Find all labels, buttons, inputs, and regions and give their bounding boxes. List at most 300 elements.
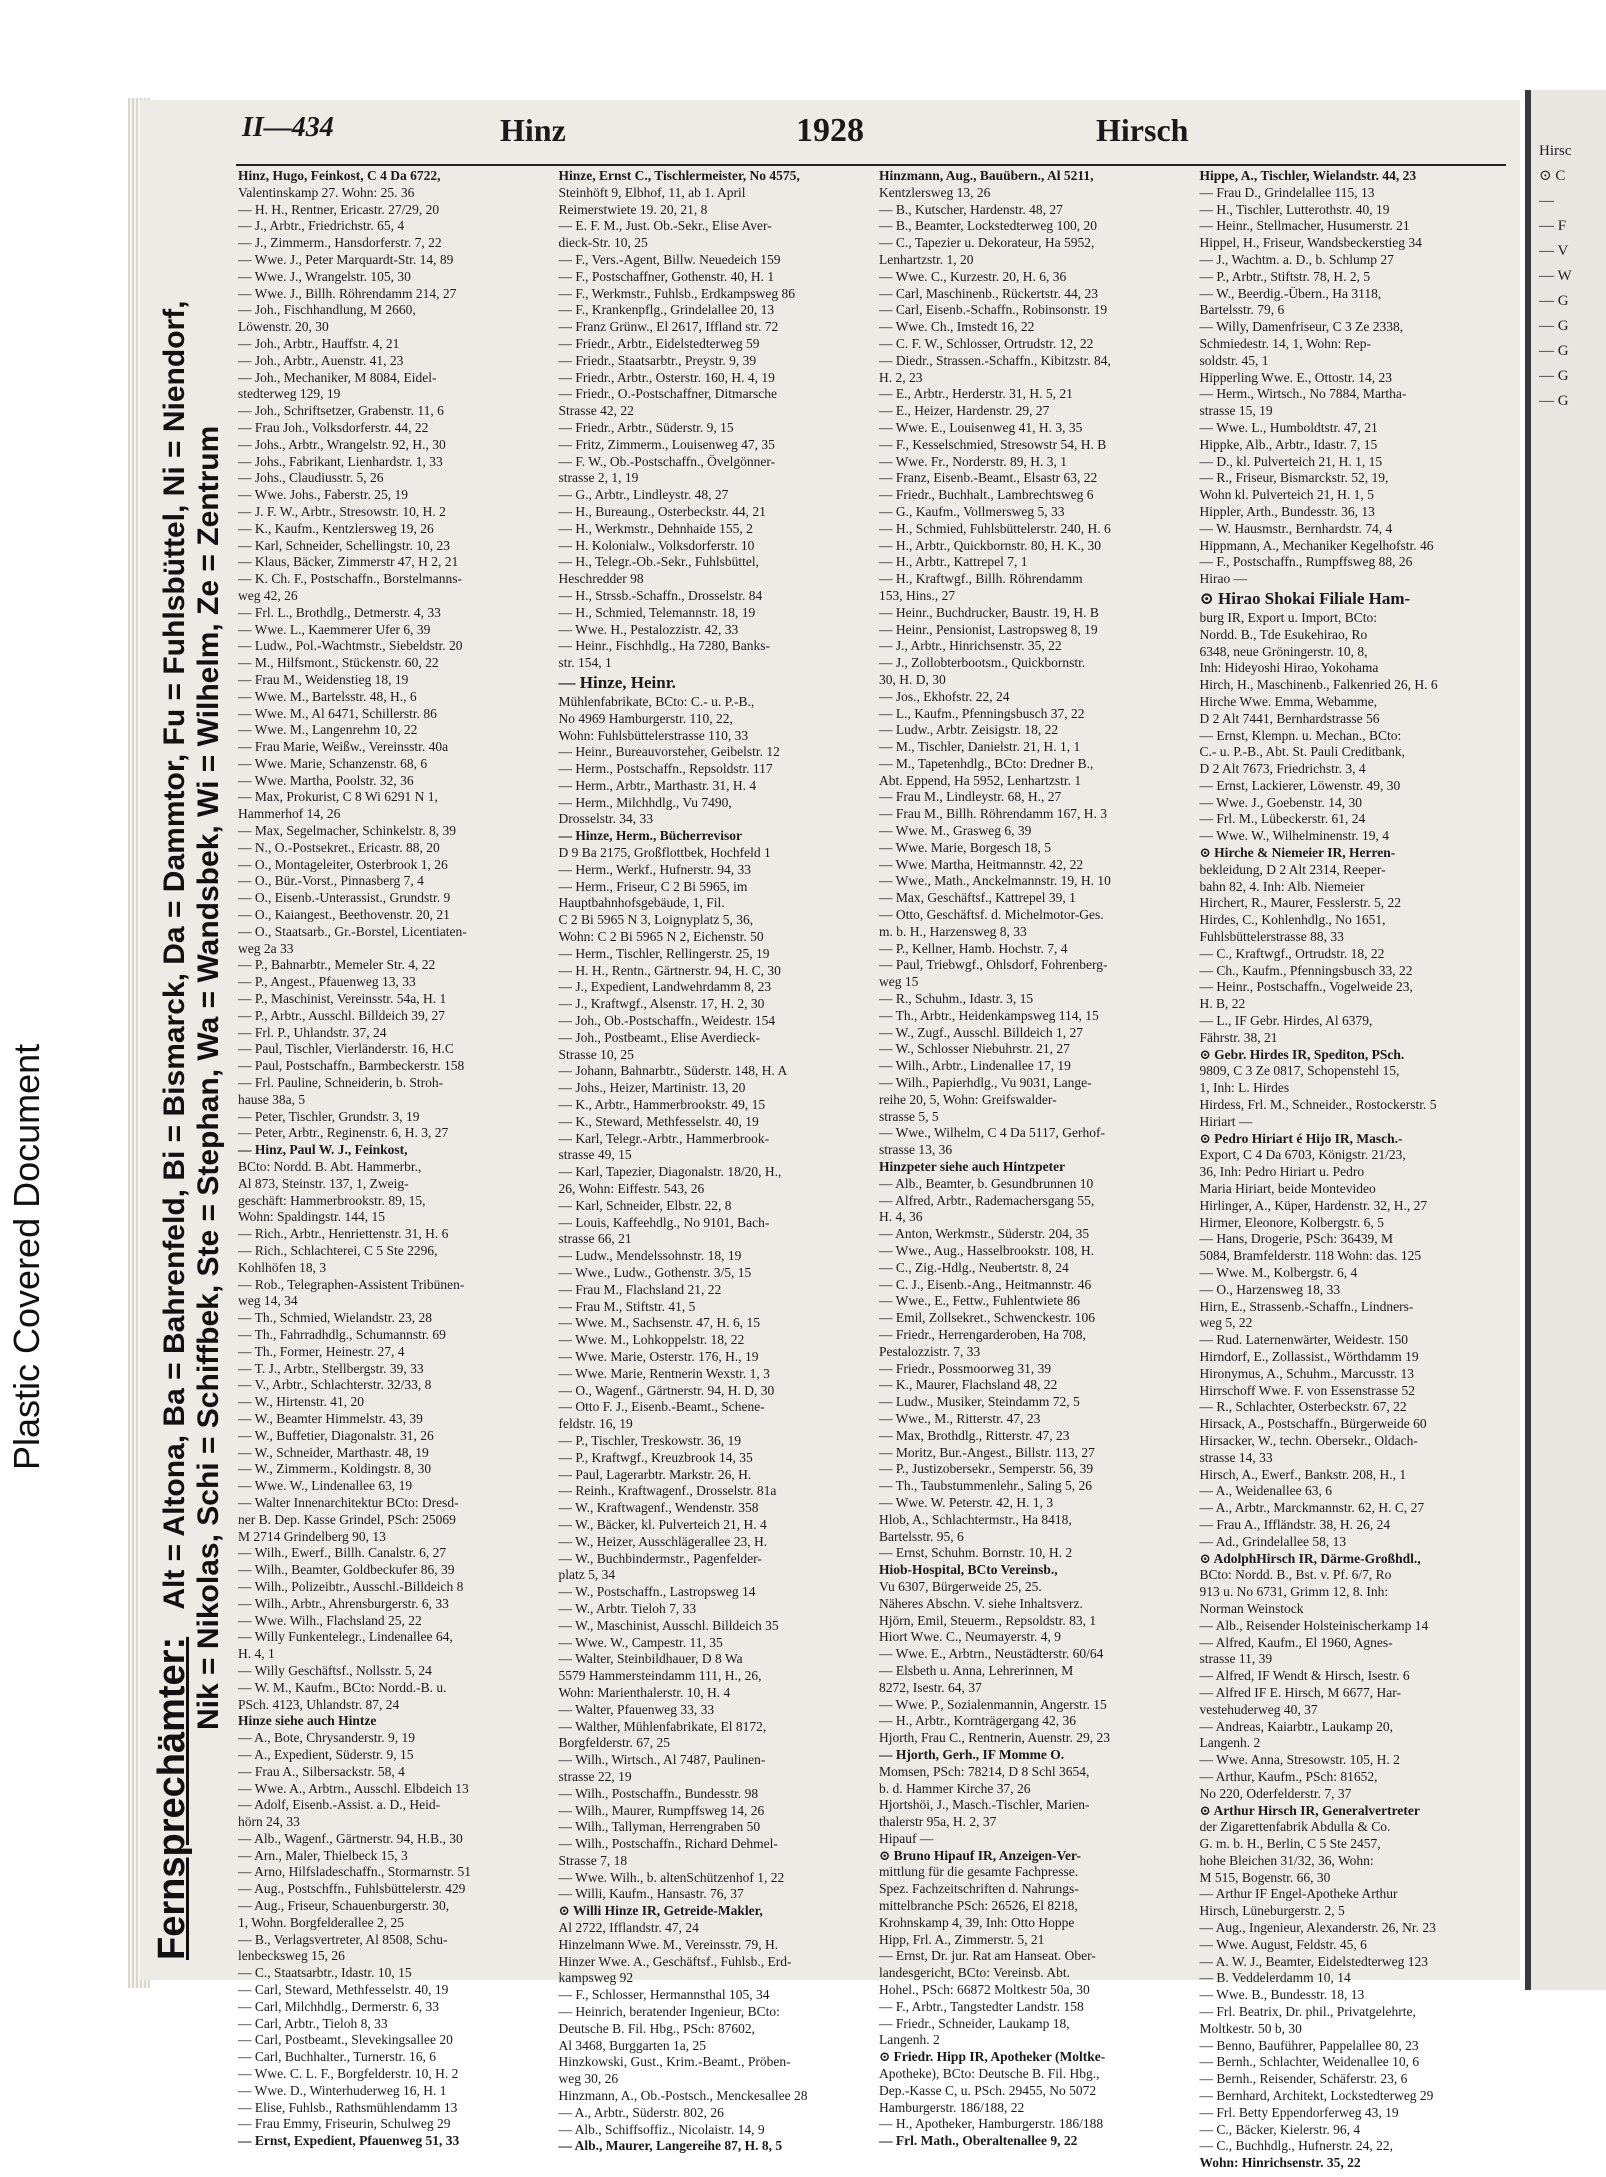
directory-entry: — H. H., Rentn., Gärtnerstr. 94, H. C, 30 [558, 962, 781, 978]
directory-entry: Inh: Hideyoshi Hirao, Yokohama [1199, 660, 1379, 676]
directory-entry: — Moritz, Bur.-Angest., Billstr. 113, 27 [879, 1444, 1095, 1460]
directory-entry: — W., Schneider, Marthastr. 48, 19 [238, 1444, 429, 1460]
directory-entry: thalerstr 95a, H. 2, 37 [879, 1814, 997, 1830]
directory-entry: der Zigarettenfabrik Abdulla & Co. [1199, 1819, 1391, 1835]
directory-entry: — Wwe. J., Wrangelstr. 105, 30 [238, 268, 411, 284]
directory-entry: — G., Kaufm., Vollmersweg 5, 33 [879, 503, 1065, 519]
directory-entry: — H., Arbtr., Quickbornstr. 80, H. K., 30 [879, 537, 1101, 553]
directory-entry: — Diedr., Strassen.-Schaffn., Kibitzstr. 84, [879, 352, 1111, 368]
directory-entry: soldstr. 45, 1 [1199, 352, 1269, 368]
directory-entry: — W. Hausmstr., Bernhardstr. 74, 4 [1199, 520, 1393, 536]
directory-entry: — W., Kraftwagenf., Wendenstr. 358 [558, 1500, 759, 1516]
directory-entry: — J., Wachtm. a. D., b. Schlump 27 [1199, 251, 1394, 267]
directory-entry: — Rob., Telegraphen-Assistent Tribünen- [238, 1276, 465, 1292]
directory-entry: — F., Vers.-Agent, Billw. Neuedeich 159 [558, 251, 781, 267]
directory-entry: — Aug., Postschffn., Fuhlsbüttelerstr. 429 [238, 1881, 466, 1897]
directory-entry: — Franz Grünw., El 2617, Iffland str. 72 [558, 319, 779, 335]
directory-entry: — Frau A., Iffländstr. 38, H. 26, 24 [1199, 1516, 1391, 1532]
directory-entry: — Wwe. C. L. F., Borgfelderstr. 10, H. 2 [238, 2066, 459, 2082]
directory-entry: — J., Expedient, Landwehrdamm 8, 23 [558, 979, 772, 995]
directory-entry: — A., Expedient, Süderstr. 9, 15 [238, 1746, 414, 1762]
directory-entry: Strasse 7, 18 [558, 1852, 628, 1868]
directory-entry: Hamburgerstr. 186/188, 22 [879, 2099, 1025, 2115]
directory-entry: — R., Friseur, Bismarckstr. 52, 19, [1199, 470, 1389, 486]
directory-entry: — Heinr., Fischhdlg., Ha 7280, Banks- [558, 638, 770, 654]
directory-entry: — Wilh., Polizeibtr., Ausschl.-Billdeich 8 [238, 1578, 464, 1594]
directory-entry: — Heinr., Stellmacher, Husumerstr. 21 [1199, 218, 1410, 234]
directory-entry: reihe 20, 5, Wohn: Greifswalder- [879, 1091, 1057, 1107]
directory-entry: — Wwe. Martha, Heitmannstr. 42, 22 [879, 856, 1084, 872]
directory-entry: — Wwe. Johs., Faberstr. 25, 19 [238, 487, 408, 503]
directory-entry: — Wwe. L., Kaemmerer Ufer 6, 39 [238, 621, 431, 637]
directory-entry: — Paul, Lagerarbtr. Markstr. 26, H. [558, 1466, 752, 1482]
directory-entry: — F., Werkmstr., Fuhlsb., Erdkampsweg 86 [558, 285, 795, 301]
directory-entry: Kentzlersweg 13, 26 [879, 184, 991, 200]
directory-entry: — Klaus, Bäcker, Zimmerstr 47, H 2, 21 [238, 554, 459, 570]
directory-entry: Wohn kl. Pulverteich 21, H. 1, 5 [1199, 487, 1374, 503]
directory-entry: — Carl, Postbeamt., Slevekingsallee 20 [238, 2032, 453, 2048]
directory-entry: — E. F. M., Just. Ob.-Sekr., Elise Aver- [558, 218, 772, 234]
directory-entry: — W., Postschaffn., Lastropsweg 14 [558, 1584, 756, 1600]
directory-entry: — Friedr., Possmoorweg 31, 39 [879, 1360, 1052, 1376]
directory-entry: — Benno, Bauführer, Pappelallee 80, 23 [1199, 2037, 1419, 2053]
directory-entry: — Wilh., Arbtr., Lindenallee 17, 19 [879, 1058, 1071, 1074]
directory-entry: strasse 2, 1, 19 [558, 470, 639, 486]
directory-entry: ⊙ AdolphHirsch IR, Därme-Großhdl., [1199, 1550, 1421, 1566]
directory-entry: — B., Beamter, Lockstedterweg 100, 20 [879, 218, 1098, 234]
next-page-text: — [1539, 193, 1554, 209]
directory-entry: 36, Inh: Pedro Hiriart u. Pedro [1199, 1164, 1365, 1180]
directory-entry: — Joh., Ob.-Postschaffn., Weidestr. 154 [558, 1013, 776, 1029]
directory-entry: — Willy, Damenfriseur, C 3 Ze 2338, [1199, 319, 1404, 335]
directory-entry: Hippmann, A., Mechaniker Kegelhofstr. 46 [1199, 537, 1434, 553]
directory-entry: — Karl, Schneider, Elbstr. 22, 8 [558, 1197, 732, 1213]
directory-entry: Norman Weinstock [1199, 1600, 1304, 1616]
directory-entry: feldstr. 16, 19 [558, 1416, 633, 1432]
exchange-legend-line-2: Nik = Nikolas, Schi = Schiffbek, Ste = Stephan, Wa = Wandsbek, Wi = Wilhelm, Ze = Zentrum [192, 425, 225, 1730]
directory-entry: 1, Inh: L. Hirdes [1199, 1080, 1290, 1096]
directory-entry: — Wwe. Wilh., b. altenSchützenhof 1, 22 [558, 1869, 785, 1885]
directory-entry: — W., Beerdig.-Übern., Ha 3118, [1199, 285, 1382, 301]
directory-entry: weg 42, 26 [238, 587, 298, 603]
directory-entry: Hirmer, Eleonore, Kolbergstr. 6, 5 [1199, 1214, 1384, 1230]
directory-entry: — Friedr., O.-Postschaffner, Ditmarsche [558, 386, 778, 402]
directory-entry: — W., Heizer, Ausschlägerallee 23, H. [558, 1533, 768, 1549]
directory-entry: — Herm., Milchhdlg., Vu 7490, [558, 794, 732, 810]
directory-entry: Wohn: Marienthalerstr. 10, H. 4 [558, 1684, 731, 1700]
directory-entry: Hinzmann, Aug., Bauübern., Al 5211, [879, 168, 1094, 183]
directory-entry: — Hinze, Heinr. [558, 672, 676, 692]
directory-entry: — Alfred, Kaufm., El 1960, Agnes- [1199, 1634, 1393, 1650]
directory-entry: — P., Tischler, Treskowstr. 36, 19 [558, 1432, 742, 1448]
directory-entry: Wohn: Fuhlsbüttelerstrasse 110, 33 [558, 727, 749, 743]
directory-entry: strasse 15, 19 [1199, 403, 1273, 419]
directory-entry: — Wilh., Postschaffn., Richard Dehmel- [558, 1836, 778, 1852]
directory-entry: Hinzer Wwe. A., Geschäftsf., Fuhlsb., Erd- [558, 1953, 792, 1969]
directory-entry: — K., Maurer, Flachsland 48, 22 [879, 1377, 1058, 1393]
directory-entry: — Johs., Heizer, Martinistr. 13, 20 [558, 1080, 746, 1096]
directory-entry: weg 14, 34 [238, 1293, 298, 1309]
directory-entry: — Wwe. H., Pestalozzistr. 42, 33 [558, 621, 739, 637]
directory-entry: — Willi, Kaufm., Hansastr. 76, 37 [558, 1886, 744, 1902]
directory-entry: No 4969 Hamburgerstr. 110, 22, [558, 710, 733, 726]
directory-entry: Al 3468, Burggarten 1a, 25 [558, 2037, 706, 2053]
directory-entry: Hippe, A., Tischler, Wielandstr. 44, 23 [1199, 168, 1417, 183]
directory-entry: Hirche Wwe. Emma, Webamme, [1199, 693, 1378, 709]
directory-entry: — H. H., Rentner, Ericastr. 27/29, 20 [238, 201, 440, 217]
plastic-covered-label: Plastic Covered Document [6, 1043, 47, 1470]
exchange-legend-line-1: Alt = Altona, Ba = Bahrenfeld, Bi = Bismarck, Da = Dammtor, Fu = Fuhlsbüttel, Ni = Niendorf, [158, 300, 191, 1610]
directory-entry: — Wwe. D., Winterhuderweg 16, H. 1 [238, 2082, 447, 2098]
directory-entry: — Paul, Tischler, Vierländerstr. 16, H.C [238, 1041, 454, 1057]
directory-entry: — Wwe. Fr., Norderstr. 89, H. 3, 1 [879, 453, 1067, 469]
directory-entry: — Bernhard, Architekt, Lockstedterweg 29 [1199, 2088, 1434, 2104]
next-page-text: — G [1539, 318, 1569, 334]
directory-entry: — Ernst, Dr. jur. Rat am Hanseat. Ober- [879, 1948, 1096, 1964]
directory-entry: — T. J., Arbtr., Stellbergstr. 39, 33 [238, 1360, 424, 1376]
directory-entry: 5084, Bramfelderstr. 118 Wohn: das. 125 [1199, 1248, 1422, 1264]
directory-entry: — Hinz, Paul W. J., Feinkost, [238, 1142, 408, 1158]
directory-entry: — Ludw., Pol.-Wachtmstr., Siebeldstr. 20 [238, 638, 463, 654]
directory-entry: — Johs., Claudiusstr. 5, 26 [238, 470, 384, 486]
directory-entry: — R., Schuhm., Idastr. 3, 15 [879, 991, 1034, 1007]
directory-entry: BCto: Nordd. B., Bst. v. Pf. 6/7, Ro [1199, 1567, 1392, 1583]
directory-entry: — B., Verlagsvertreter, Al 8508, Schu- [238, 1931, 448, 1947]
directory-entry: — Herm., Friseur, C 2 Bi 5965, im [558, 878, 748, 894]
directory-entry: — Wwe. Martha, Poolstr. 32, 36 [238, 772, 414, 788]
directory-entry: bahn 82, 4. Inh: Alb. Niemeier [1199, 878, 1365, 894]
directory-entry: — Wwe., Ludw., Gothenstr. 3/5, 15 [558, 1265, 752, 1280]
directory-entry: — Wwe., Wilhelm, C 4 Da 5117, Gerhof- [879, 1125, 1106, 1141]
directory-entry: H. B, 22 [1199, 996, 1246, 1012]
directory-entry: — W., Zugf., Ausschl. Billdeich 1, 27 [879, 1024, 1083, 1040]
directory-entry: — Wwe., Math., Anckelmannstr. 19, H. 10 [879, 873, 1111, 889]
directory-entry: Fährstr. 38, 21 [1199, 1029, 1278, 1045]
directory-entry: — Frl. P., Uhlandstr. 37, 24 [238, 1024, 387, 1040]
directory-entry: 1, Wohn. Borgfelderallee 2, 25 [238, 1914, 405, 1930]
directory-entry: — Friedr., Herrengarderoben, Ha 708, [879, 1326, 1086, 1342]
directory-entry: mittelbranche PSch: 26526, El 8218, [879, 1898, 1078, 1914]
directory-entry: — F., Postschaffn., Rumpffsweg 88, 26 [1199, 554, 1413, 570]
directory-entry: Langenh. 2 [1199, 1735, 1261, 1751]
directory-entry: — Herm., Postschaffn., Repsoldstr. 117 [558, 761, 773, 777]
directory-entry: — Frau Marie, Weißw., Vereinsstr. 40a [238, 739, 449, 755]
directory-entry: Hirn, E., Strassenb.-Schaffn., Lindners- [1199, 1298, 1414, 1314]
directory-entry: — D., kl. Pulverteich 21, H. 1, 15 [1199, 453, 1383, 469]
directory-entry: Bartelsstr. 95, 6 [879, 1528, 964, 1544]
directory-entry: — G., Arbtr., Lindleystr. 48, 27 [558, 487, 729, 503]
directory-entry: — Ad., Grindelallee 58, 13 [1199, 1533, 1347, 1549]
directory-entry: Bartelsstr. 79, 6 [1199, 302, 1285, 318]
directory-entry: — H. Kolonialw., Volksdorferstr. 10 [558, 537, 755, 553]
directory-entry: — W., Buffetier, Diagonalstr. 31, 26 [238, 1427, 434, 1443]
directory-entry: — Otto F. J., Eisenb.-Beamt., Schene- [558, 1399, 765, 1415]
directory-entry: — E., Heizer, Hardenstr. 29, 27 [879, 403, 1050, 419]
directory-entry: 26, Wohn: Eiffestr. 543, 26 [558, 1181, 705, 1197]
directory-entry: — H., Schmied, Fuhlsbüttelerstr. 240, H. 6 [879, 520, 1111, 536]
directory-entry: M 2714 Grindelberg 90, 13 [238, 1528, 386, 1544]
directory-entry: — W., Buchbindermstr., Pagenfelder- [558, 1550, 762, 1566]
directory-entry: — P., Kraftwgf., Kreuzbrook 14, 35 [558, 1449, 753, 1465]
directory-entry: — Hinze, Herm., Bücherrevisor [558, 828, 742, 844]
directory-entry: — Rich., Arbtr., Henriettenstr. 31, H. 6 [238, 1226, 449, 1242]
next-page-text: — G [1539, 393, 1569, 409]
directory-entry: Reimerstwiete 19. 20, 21, 8 [558, 201, 708, 217]
directory-entry: — A., Weidenallee 63, 6 [1199, 1483, 1333, 1499]
directory-entry: — J., Kraftwgf., Alsenstr. 17, H. 2, 30 [558, 996, 765, 1012]
directory-entry: — Rich., Schlachterei, C 5 Ste 2296, [238, 1243, 438, 1258]
exchange-legend-title: Fernsprechämter: [151, 1636, 193, 1960]
directory-entry: — C., Tapezier u. Dekorateur, Ha 5952, [879, 235, 1095, 251]
directory-entry: — L., Kaufm., Pfenningsbusch 37, 22 [879, 705, 1085, 721]
directory-entry: — Walther, Mühlenfabrikate, El 8172, [558, 1718, 767, 1734]
directory-entry: 8272, Isestr. 64, 37 [879, 1679, 982, 1695]
directory-entry: Hohel., PSch: 66872 Moltkestr 50a, 30 [879, 1982, 1090, 1998]
directory-entry: — Joh., Mechaniker, M 8084, Eidel- [238, 369, 437, 385]
directory-entry: — Wwe. B., Bundesstr. 18, 13 [1199, 1987, 1365, 2003]
directory-entry: — Wwe. Marie, Schanzenstr. 68, 6 [238, 755, 428, 771]
directory-entry: — Wilh., Ewerf., Billh. Canalstr. 6, 27 [238, 1545, 447, 1561]
directory-entry: lenbecksweg 15, 26 [238, 1948, 345, 1964]
directory-entry: ⊙ Willi Hinze IR, Getreide-Makler, [558, 1903, 763, 1919]
directory-entry: — V., Arbtr., Schlachterstr. 32/33, 8 [238, 1377, 432, 1393]
directory-entry: — M., Tapetenhdlg., BCto: Dredner B., [879, 755, 1094, 771]
directory-entry: — Carl, Steward, Methfesselstr. 40, 19 [238, 1982, 449, 1998]
directory-entry: Hirao — [1199, 571, 1248, 587]
directory-entry: — Peter, Arbtr., Reginenstr. 6, H. 3, 27 [238, 1125, 449, 1141]
directory-entry: BCto: Nordd. B. Abt. Hammerbr., [238, 1159, 422, 1175]
directory-entry: — Walter, Pfauenweg 33, 33 [558, 1701, 715, 1717]
directory-entry: — C., Buchhdlg., Hufnerstr. 24, 22, [1199, 2138, 1393, 2154]
directory-entry: — Alfred, Arbtr., Rademachersgang 55, [879, 1192, 1095, 1208]
directory-entry: — Frau Joh., Volksdorferstr. 44, 22 [238, 419, 429, 435]
directory-entry: Maria Hiriart, beide Montevideo [1199, 1181, 1376, 1197]
page-number: II—434 [242, 112, 334, 143]
directory-entry: Hippke, Alb., Arbtr., Idastr. 7, 15 [1199, 436, 1378, 452]
directory-entry: — Wwe., E., Fettw., Fuhlentwiete 86 [879, 1293, 1080, 1309]
directory-entry: Krohnskamp 4, 39, Inh: Otto Hoppe [879, 1914, 1075, 1930]
directory-entry: — Frl. M., Lübeckerstr. 61, 24 [1199, 811, 1366, 827]
directory-entry: — P., Angest., Pfauenweg 13, 33 [238, 974, 416, 990]
directory-entry: — Walter, Steinbildhauer, D 8 Wa [558, 1651, 743, 1667]
directory-entry: Spez. Fachzeitschriften d. Nahrungs- [879, 1881, 1079, 1897]
directory-entry: — Otto, Geschäftsf. d. Michelmotor-Ges. [879, 907, 1104, 923]
directory-entry: Hlob, A., Schlachtermstr., Ha 8418, [879, 1511, 1072, 1527]
directory-entry: Hirchert, R., Maurer, Fesslerstr. 5, 22 [1199, 895, 1402, 911]
directory-entry: Hirndorf, E., Zollassist., Wörthdamm 19 [1199, 1348, 1419, 1364]
directory-entry: Hirlinger, A., Küper, Hardenstr. 32, H., 27 [1199, 1197, 1428, 1213]
directory-entry: H. 2, 23 [879, 369, 923, 385]
directory-entry: hause 38a, 5 [238, 1091, 306, 1107]
directory-entry: — R., Schlachter, Osterbeckstr. 67, 22 [1199, 1399, 1407, 1415]
directory-entry: — Wwe. C., Kurzestr. 20, H. 6, 36 [879, 268, 1067, 284]
directory-entry: — Paul, Postschaffn., Barmbeckerstr. 158 [238, 1058, 465, 1074]
directory-entry: — Wwe. Marie, Borgesch 18, 5 [879, 839, 1051, 855]
directory-entry: — Alfred IF E. Hirsch, M 6677, Har- [1199, 1684, 1401, 1700]
directory-entry: — H., Bureaung., Osterbeckstr. 44, 21 [558, 503, 766, 519]
directory-entry: platz 5, 34 [558, 1567, 616, 1583]
directory-entry: — H., Telegr.-Ob.-Sekr., Fuhlsbüttel, [558, 554, 760, 570]
directory-entry: — Walter Innenarchitektur BCto: Dresd- [238, 1494, 459, 1510]
directory-entry: — K., Steward, Methfesselstr. 40, 19 [558, 1113, 759, 1129]
directory-entry: — Alb., Reisender Holsteinischerkamp 14 [1199, 1617, 1429, 1633]
directory-entry: — Friedr., Arbtr., Süderstr. 9, 15 [558, 419, 734, 435]
next-page-text: — W [1539, 268, 1572, 284]
directory-entry: Strasse 10, 25 [558, 1046, 634, 1062]
directory-entry: ⊙ Bruno Hipauf IR, Anzeigen-Ver- [879, 1847, 1081, 1863]
next-page-text: — G [1539, 293, 1569, 309]
directory-entry: — F., Postschaffner, Gothenstr. 40, H. 1 [558, 268, 775, 284]
directory-entry: — Wwe. J., Billh. Röhrendamm 214, 27 [238, 285, 457, 301]
directory-entry: — W. M., Kaufm., BCto: Nordd.-B. u. [238, 1679, 447, 1695]
directory-entry: — W., Beamter Himmelstr. 43, 39 [238, 1410, 423, 1426]
column-1 [238, 168, 549, 2172]
directory-entry: — Johs., Arbtr., Wrangelstr. 92, H., 30 [238, 436, 446, 452]
directory-entry: strasse 49, 15 [558, 1147, 632, 1163]
directory-entry: Hiob-Hospital, BCto Vereinsb., [879, 1562, 1058, 1578]
directory-entry: 153, Hins., 27 [879, 587, 956, 603]
directory-entry: — L., IF Gebr. Hirdes, Al 6379, [1199, 1013, 1373, 1029]
directory-entry: — K., Kaufm., Kentzlersweg 19, 26 [238, 520, 434, 536]
directory-entry: — Reinh., Kraftwagenf., Drosselstr. 81a [558, 1483, 777, 1499]
directory-entry: — Wwe. M., Kolbergstr. 6, 4 [1199, 1265, 1358, 1280]
directory-entry: str. 154, 1 [558, 655, 612, 671]
directory-entry: Hippler, Arth., Bundesstr. 36, 13 [1199, 503, 1375, 519]
directory-entry: — O., Bür.-Vorst., Pinnasberg 7, 4 [238, 873, 424, 889]
directory-entry: — Herm., Werkf., Hufnerstr. 94, 33 [558, 861, 752, 877]
directory-entry: D 9 Ba 2175, Großflottbek, Hochfeld 1 [558, 845, 771, 861]
directory-entry: — Frau M., Stiftstr. 41, 5 [558, 1298, 696, 1314]
column-4 [1200, 168, 1511, 2172]
directory-entry: — Carl, Milchhdlg., Dermerstr. 6, 33 [238, 1998, 439, 2014]
directory-entry: — Carl, Buchhalter., Turnerstr. 16, 6 [238, 2049, 436, 2065]
directory-entry: — Hjorth, Gerh., IF Momme O. [879, 1746, 1065, 1762]
directory-entry: Abt. Eppend, Ha 5952, Lenhartzstr. 1 [879, 772, 1082, 788]
directory-entry: — W., Bäcker, kl. Pulverteich 21, H. 4 [558, 1516, 767, 1532]
directory-entry: — Aug., Ingenieur, Alexanderstr. 26, Nr. 23 [1199, 1920, 1436, 1936]
directory-entry: — Alb., Schiffsoffiz., Nicolaistr. 14, 9 [558, 2121, 765, 2137]
directory-entry: — Wilh., Postschaffn., Bundesstr. 98 [558, 1785, 759, 1801]
directory-entry: — Th., Former, Heinestr. 27, 4 [238, 1343, 405, 1359]
directory-entry: — Wwe. August, Feldstr. 45, 6 [1199, 1936, 1367, 1952]
directory-entry: — H., Strssb.-Schaffn., Drosselstr. 84 [558, 587, 763, 603]
directory-entry: Hirdess, Frl. M., Schneider., Rostockerstr. 5 [1199, 1097, 1437, 1113]
directory-entry: Hirsch, A., Ewerf., Bankstr. 208, H., 1 [1199, 1466, 1407, 1482]
directory-entry: — Wwe. Marie, Osterstr. 176, H., 19 [558, 1348, 759, 1364]
page-header [236, 108, 1506, 166]
directory-entry: — Herm., Arbtr., Marthastr. 31, H. 4 [558, 777, 757, 793]
directory-entry: Hjörn, Emil, Steuerm., Repsoldstr. 83, 1 [879, 1612, 1097, 1628]
directory-entry: C.- u. P.-B., Abt. St. Pauli Creditbank, [1199, 744, 1406, 760]
directory-entry: — Karl, Telegr.-Arbtr., Hammerbrook- [558, 1130, 770, 1146]
directory-entry: strasse 66, 21 [558, 1231, 632, 1247]
directory-entry: — F., Schlosser, Hermannsthal 105, 34 [558, 1987, 770, 2003]
directory-entry: Wohn: Hinrichsenstr. 35, 22 [1199, 2155, 1361, 2171]
exchange-legend-strip [151, 180, 227, 1970]
directory-entry: — Paul, Triebwgf., Ohlsdorf, Fohrenberg- [879, 957, 1108, 973]
directory-entry: 6348, neue Gröningerstr. 10, 8, [1199, 643, 1368, 659]
directory-entry: Mühlenfabrikate, BCto: C.- u. P.-B., [558, 693, 755, 709]
directory-entry: — H., Apotheker, Hamburgerstr. 186/188 [879, 2116, 1104, 2132]
directory-entry: vestehuderweg 40, 37 [1199, 1701, 1318, 1717]
directory-entry: — Herm., Wirtsch., No 7884, Martha- [1199, 386, 1407, 402]
directory-entry: Hipauf — [879, 1830, 934, 1846]
directory-entry: Schmiedestr. 14, 1, Wohn: Rep- [1199, 335, 1372, 351]
directory-entry: — Johann, Bahnarbtr., Süderstr. 148, H. A [558, 1063, 788, 1079]
directory-entry: — Carl, Arbtr., Tieloh 8, 33 [238, 2015, 388, 2031]
directory-entry: — Alfred, IF Wendt & Hirsch, Isestr. 6 [1199, 1668, 1410, 1684]
directory-entry: — M., Tischler, Danielstr. 21, H. 1, 1 [879, 739, 1081, 755]
directory-entry: — Elsbeth u. Anna, Lehrerinnen, M [879, 1662, 1074, 1678]
directory-entry: — P., Arbtr., Ausschl. Billdeich 39, 27 [238, 1007, 446, 1023]
directory-entry: — Wilh., Arbtr., Ahrensburgerstr. 6, 33 [238, 1595, 449, 1611]
directory-entry: — K., Arbtr., Hammerbrookstr. 49, 15 [558, 1097, 766, 1113]
directory-entry: — H., Werkmstr., Dehnhaide 155, 2 [558, 520, 753, 536]
directory-entry: — Frl. Pauline, Schneiderin, b. Stroh- [238, 1075, 444, 1091]
directory-entry: kampsweg 92 [558, 1970, 634, 1986]
directory-entry: weg 5, 22 [1199, 1315, 1253, 1331]
directory-entry: — Ludw., Arbtr. Zeisigstr. 18, 22 [879, 722, 1059, 738]
directory-entry: — J., Arbtr., Hinrichsenstr. 35, 22 [879, 638, 1062, 654]
next-page-text: — G [1539, 368, 1569, 384]
directory-entry: — Wwe. E., Arbtrn., Neustädterstr. 60/64 [879, 1646, 1104, 1662]
directory-entry: Hinze siehe auch Hintze [238, 1713, 377, 1729]
directory-entry: Kohlhöfen 18, 3 [238, 1259, 327, 1275]
directory-entry: D 2 Alt 7441, Bernhardstrasse 56 [1199, 710, 1380, 726]
directory-entry: Heschredder 98 [558, 571, 644, 587]
directory-entry: — F., Arbtr., Tangstedter Landstr. 158 [879, 1998, 1084, 2014]
directory-entry: — Heinr., Pensionist, Lastropsweg 8, 19 [879, 621, 1098, 637]
directory-entry: Nordd. B., Tde Esukehirao, Ro [1199, 626, 1368, 642]
directory-entry: Deutsche B. Fil. Hbg., PSch: 87602, [558, 2020, 756, 2036]
directory-entry: — K. Ch. F., Postschaffn., Borstelmanns- [238, 571, 463, 587]
directory-entry: Al 2722, Ifflandstr. 47, 24 [558, 1920, 699, 1936]
directory-entry: — Frau M., Weidenstieg 18, 19 [238, 671, 409, 687]
directory-entry: — A., Bote, Chrysanderstr. 9, 19 [238, 1730, 415, 1746]
directory-entry: — E., Arbtr., Herderstr. 31, H. 5, 21 [879, 386, 1073, 402]
directory-entry: — Th., Taubstummenlehr., Saling 5, 26 [879, 1478, 1093, 1494]
directory-entry: — Max, Segelmacher, Schinkelstr. 8, 39 [238, 823, 457, 839]
column-3 [879, 168, 1190, 2172]
directory-entry: Wohn: Spaldingstr. 144, 15 [238, 1209, 386, 1225]
directory-entry: Hirrschoff Wwe. F. von Essenstrasse 52 [1199, 1382, 1416, 1398]
directory-entry: Momsen, PSch: 78214, D 8 Schl 3654, [879, 1763, 1090, 1779]
directory-entry: stedterweg 129, 19 [238, 386, 341, 402]
left-keyword: Hinz [500, 112, 566, 148]
directory-entry: — Frl. Betty Eppendorferweg 43, 19 [1199, 2104, 1399, 2120]
directory-entry: — J., Zollobterbootsm., Quickbornstr. [879, 655, 1086, 671]
year: 1928 [796, 112, 864, 149]
directory-entry: — Frau M., Lindleystr. 68, H., 27 [879, 789, 1062, 805]
directory-entry: — Wwe. L., Humboldtstr. 47, 21 [1199, 419, 1378, 435]
directory-entry: — Jos., Ekhofstr. 22, 24 [879, 688, 1010, 704]
next-page-text: Hirsc [1539, 143, 1572, 159]
right-keyword: Hirsch [1096, 112, 1189, 148]
directory-entry: Hipperling Wwe. E., Ottostr. 14, 23 [1199, 369, 1392, 385]
directory-entry: 913 u. No 6731, Grimm 12, 8. Inh: [1199, 1584, 1389, 1600]
directory-entry: — F. W., Ob.-Postschaffn., Övelgönner- [558, 453, 776, 469]
directory-entry: Hinzpeter siehe auch Hintzpeter [879, 1159, 1066, 1175]
directory-entry: bekleidung, D 2 Alt 2314, Reeper- [1199, 861, 1386, 877]
directory-entry: — Frau D., Grindelallee 115, 13 [1199, 184, 1375, 200]
directory-entry: — Wwe. J., Goebenstr. 14, 30 [1199, 794, 1362, 810]
directory-entry: Hirdes, C., Kohlenhdlg., No 1651, [1199, 912, 1386, 928]
directory-entry: — Wwe. M., Langenrehm 10, 22 [238, 722, 418, 738]
directory-entry: Pestalozzistr. 7, 33 [879, 1343, 981, 1359]
directory-entry: — Anton, Werkmstr., Süderstr. 204, 35 [879, 1226, 1090, 1242]
directory-entry: burg IR, Export u. Import, BCto: [1199, 609, 1377, 625]
directory-entry: — Wwe. W., Campestr. 11, 35 [558, 1634, 723, 1650]
